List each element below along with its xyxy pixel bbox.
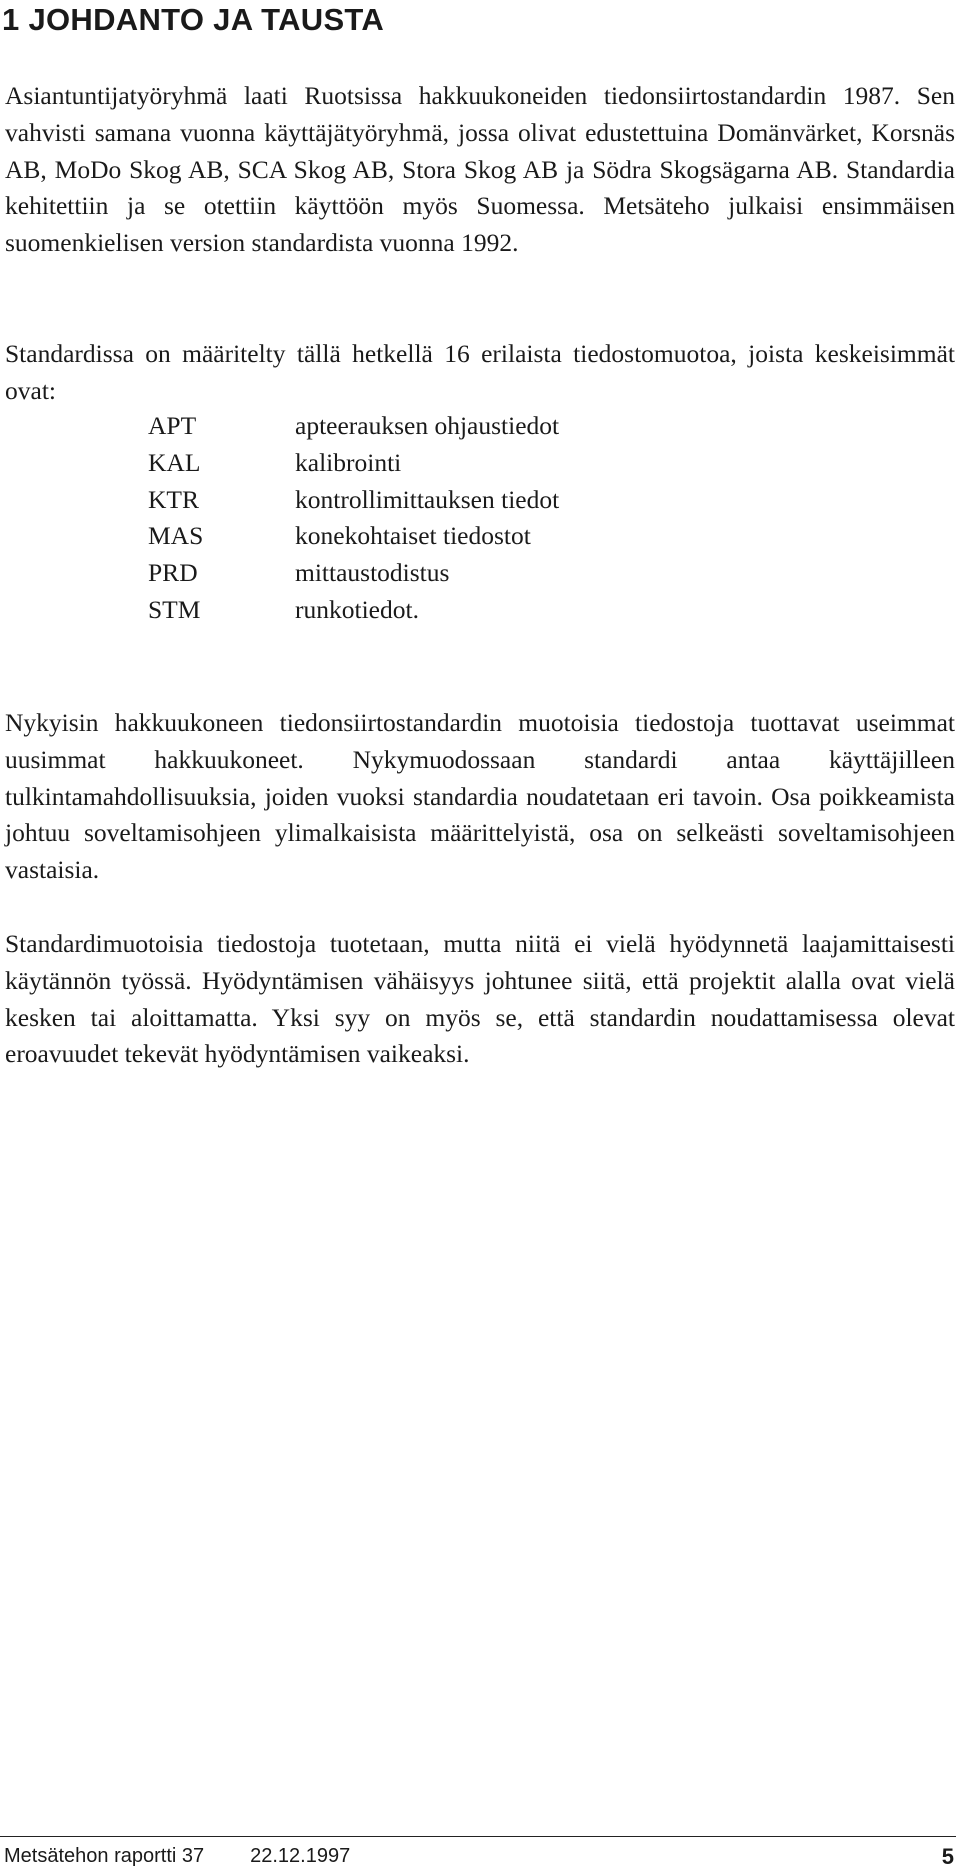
paragraph-current-usage: Nykyisin hakkuukoneen tiedonsiirtostandardin muotoisia tiedostoja tuottavat useimmat uusimmat hakkuukoneet. Nykymuodossaan standardi antaa käyttäjilleen tulkintamahdollisuuksia, joiden vuoksi standardia noudatetaan eri tavoin. Osa poikkeamista johtuu soveltamisohjeen ylimalkaisista määrittelyistä, osa on selkeästi soveltamisohjeen vastaisia.: [5, 708, 955, 885]
file-type-description: apteerauksen ohjaustiedot: [295, 411, 560, 440]
list-item: [148, 592, 559, 629]
paragraph-file-types-intro: Standardissa on määritelty tällä hetkellä 16 erilaista tiedostomuotoa, joista keskeisimmät ovat:: [5, 339, 955, 405]
file-type-code: KTR: [148, 484, 199, 514]
section-heading: 1 JOHDANTO JA TAUSTA: [2, 2, 385, 37]
file-type-code: MAS: [148, 521, 204, 551]
footer-publication: Metsätehon raportti 37: [4, 1845, 205, 1867]
footer-divider: [0, 1836, 956, 1837]
page-number: 5: [941, 1844, 954, 1869]
file-type-description: konekohtaiset tiedostot: [295, 521, 531, 551]
paragraph-utilization: Standardimuotoisia tiedostoja tuotetaan, mutta niitä ei vielä hyödynnetä laajamittaisesti käytännön työssä. Hyödyntämisen vähäisyys johtunee siitä, että projektit alalla ovat vielä kesken tai aloittamatta. Yksi syy on myös se, että standardin noudattamisessa olevat eroavuudet tekevät hyödyntämisen vaikeaksi.: [5, 929, 955, 1069]
file-type-code: STM: [148, 594, 201, 624]
file-type-list: [148, 408, 559, 629]
file-type-description: runkotiedot.: [295, 594, 419, 624]
paragraph-background: Asiantuntijatyöryhmä laati Ruotsissa hakkuukoneiden tiedonsiirtostandardin 1987. Sen vahvisti samana vuonna käyttäjätyöryhmä, jossa olivat edustettuina Domänvärket, Korsnäs AB, MoDo Skog AB, SCA Skog AB, Stora Skog AB ja Södra Skogsägarna AB. Standardia kehitettiin ja se otettiin käyttöön myös Suomessa. Metsäteho julkaisi ensimmäisen suomenkielisen version standardista vuonna 1992.: [5, 81, 955, 258]
list-item: [148, 518, 559, 555]
file-type-code: PRD: [148, 558, 198, 588]
file-type-description: kontrollimittauksen tiedot: [295, 484, 560, 514]
file-type-code: APT: [148, 411, 197, 440]
list-item: [148, 555, 559, 592]
file-type-code: KAL: [148, 447, 201, 477]
list-item: [148, 482, 559, 519]
footer-date: 22.12.1997: [250, 1845, 351, 1867]
list-item: [148, 408, 559, 445]
file-type-description: mittaustodistus: [295, 558, 450, 588]
file-type-description: kalibrointi: [295, 447, 402, 477]
footer-info: [4, 1843, 350, 1869]
list-item: [148, 445, 559, 482]
